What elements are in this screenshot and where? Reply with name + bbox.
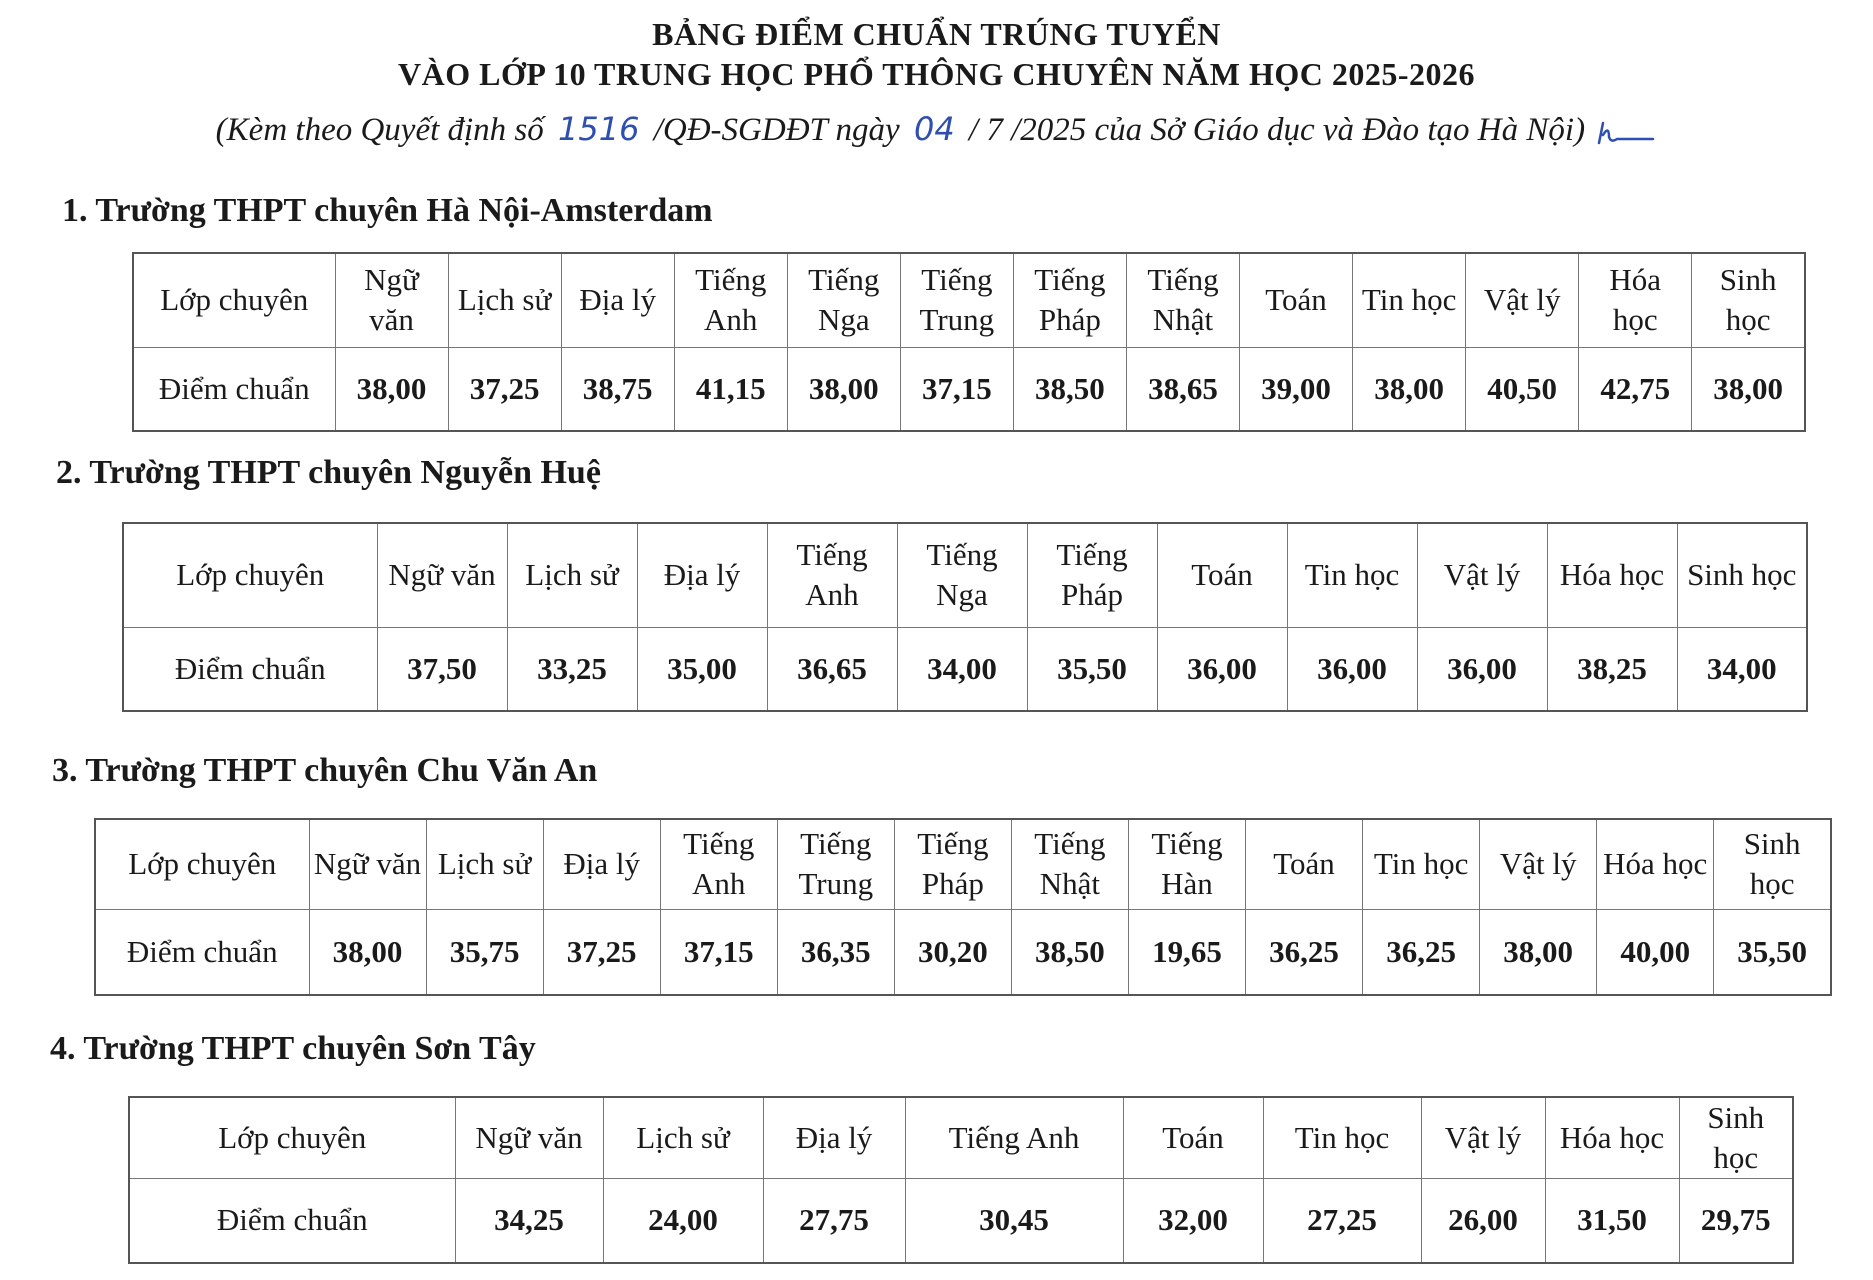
subject-header: Vật lý — [1466, 253, 1579, 347]
table-header-row — [129, 1097, 1793, 1179]
table-score-row — [123, 627, 1807, 711]
score-cell: 34,00 — [1677, 627, 1807, 711]
score-cell: 37,50 — [377, 627, 507, 711]
score-cell: 38,75 — [561, 347, 674, 431]
row-header-cell: Lớp chuyên — [129, 1097, 455, 1179]
score-cell: 36,25 — [1363, 909, 1480, 995]
score-table-school-1 — [132, 252, 1806, 432]
score-cell: 30,20 — [894, 909, 1011, 995]
score-cell: 40,00 — [1597, 909, 1714, 995]
score-cell: 36,25 — [1246, 909, 1363, 995]
subject-header: Tiếng Pháp — [1027, 523, 1157, 627]
subject-header: Tiếng Anh — [674, 253, 787, 347]
section-title-school-1: 1. Trường THPT chuyên Hà Nội-Amsterdam — [62, 192, 713, 229]
day-handwritten: 04 — [913, 110, 955, 148]
subtitle-mid: /QĐ-SGDĐT ngày — [653, 112, 900, 148]
table-header-row — [95, 819, 1831, 909]
subject-header: Tin học — [1263, 1097, 1421, 1179]
subject-header: Tiếng Pháp — [1013, 253, 1126, 347]
score-cell: 35,50 — [1027, 627, 1157, 711]
subject-header: Địa lý — [561, 253, 674, 347]
score-cell: 38,25 — [1547, 627, 1677, 711]
score-cell: 34,25 — [455, 1179, 603, 1263]
subject-header: Sinh học — [1692, 253, 1805, 347]
subject-header: Tiếng Nhật — [1011, 819, 1128, 909]
subject-header: Lịch sử — [507, 523, 637, 627]
score-cell: 36,00 — [1417, 627, 1547, 711]
score-cell: 35,00 — [637, 627, 767, 711]
subject-header: Hóa học — [1579, 253, 1692, 347]
subject-header: Tin học — [1287, 523, 1417, 627]
subject-header: Tiếng Hàn — [1128, 819, 1245, 909]
table-score-row — [95, 909, 1831, 995]
subject-header: Vật lý — [1417, 523, 1547, 627]
table-score-row — [133, 347, 1805, 431]
subject-header: Tin học — [1353, 253, 1466, 347]
subject-header: Ngữ văn — [377, 523, 507, 627]
subject-header: Vật lý — [1421, 1097, 1545, 1179]
score-cell: 33,25 — [507, 627, 637, 711]
score-cell: 38,00 — [787, 347, 900, 431]
subject-header: Toán — [1240, 253, 1353, 347]
subject-header: Địa lý — [637, 523, 767, 627]
score-cell: 29,75 — [1679, 1179, 1793, 1263]
score-cell: 38,00 — [1692, 347, 1805, 431]
score-cell: 35,50 — [1714, 909, 1831, 995]
score-cell: 37,25 — [543, 909, 660, 995]
subject-header: Ngữ văn — [455, 1097, 603, 1179]
subject-header: Lịch sử — [603, 1097, 763, 1179]
score-table-school-4 — [128, 1096, 1794, 1264]
subject-header: Tiếng Pháp — [894, 819, 1011, 909]
score-cell: 36,65 — [767, 627, 897, 711]
table-header-row — [123, 523, 1807, 627]
subject-header: Hóa học — [1545, 1097, 1679, 1179]
subject-header: Ngữ văn — [309, 819, 426, 909]
subject-header: Vật lý — [1480, 819, 1597, 909]
subject-header: Tiếng Anh — [905, 1097, 1123, 1179]
document-title-line1: BẢNG ĐIỂM CHUẨN TRÚNG TUYỂN — [652, 16, 1221, 52]
score-cell: 36,00 — [1287, 627, 1417, 711]
subject-header: Toán — [1246, 819, 1363, 909]
score-cell: 32,00 — [1123, 1179, 1263, 1263]
score-cell: 41,15 — [674, 347, 787, 431]
subject-header: Sinh học — [1677, 523, 1807, 627]
row-label-cell: Điểm chuẩn — [133, 347, 335, 431]
subject-header: Tiếng Trung — [777, 819, 894, 909]
score-cell: 38,00 — [309, 909, 426, 995]
subject-header: Hóa học — [1597, 819, 1714, 909]
score-cell: 38,65 — [1126, 347, 1239, 431]
subject-header: Tiếng Nga — [787, 253, 900, 347]
table-header-row — [133, 253, 1805, 347]
subtitle-suffix: / 7 /2025 của Sở Giáo dục và Đào tạo Hà Nội) — [968, 112, 1586, 148]
score-table-school-2 — [122, 522, 1808, 712]
subject-header: Tiếng Nga — [897, 523, 1027, 627]
table-score-row — [129, 1179, 1793, 1263]
subject-header: Sinh học — [1714, 819, 1831, 909]
subject-header: Lịch sử — [426, 819, 543, 909]
score-cell: 38,00 — [1480, 909, 1597, 995]
row-label-cell: Điểm chuẩn — [95, 909, 309, 995]
subject-header: Toán — [1157, 523, 1287, 627]
row-label-cell: Điểm chuẩn — [129, 1179, 455, 1263]
score-cell: 26,00 — [1421, 1179, 1545, 1263]
score-cell: 27,75 — [763, 1179, 905, 1263]
subject-header: Tiếng Nhật — [1126, 253, 1239, 347]
subject-header: Địa lý — [763, 1097, 905, 1179]
subject-header: Hóa học — [1547, 523, 1677, 627]
subtitle-prefix: (Kèm theo Quyết định số — [215, 112, 544, 148]
subject-header: Tiếng Trung — [900, 253, 1013, 347]
subject-header: Lịch sử — [448, 253, 561, 347]
row-header-cell: Lớp chuyên — [123, 523, 377, 627]
row-header-cell: Lớp chuyên — [133, 253, 335, 347]
document-subtitle — [0, 110, 1873, 149]
subject-header: Tiếng Anh — [660, 819, 777, 909]
row-header-cell: Lớp chuyên — [95, 819, 309, 909]
score-cell: 38,50 — [1013, 347, 1126, 431]
score-cell: 36,35 — [777, 909, 894, 995]
subject-header: Toán — [1123, 1097, 1263, 1179]
row-label-cell: Điểm chuẩn — [123, 627, 377, 711]
score-cell: 27,25 — [1263, 1179, 1421, 1263]
subject-header: Sinh học — [1679, 1097, 1793, 1179]
score-cell: 35,75 — [426, 909, 543, 995]
score-cell: 30,45 — [905, 1179, 1123, 1263]
subject-header: Tin học — [1363, 819, 1480, 909]
score-cell: 40,50 — [1466, 347, 1579, 431]
subject-header: Tiếng Anh — [767, 523, 897, 627]
document-title-line2: VÀO LỚP 10 TRUNG HỌC PHỔ THÔNG CHUYÊN NĂM HỌC 2025-2026 — [397, 56, 1475, 92]
score-cell: 36,00 — [1157, 627, 1287, 711]
score-cell: 42,75 — [1579, 347, 1692, 431]
score-cell: 24,00 — [603, 1179, 763, 1263]
score-cell: 37,25 — [448, 347, 561, 431]
score-cell: 31,50 — [1545, 1179, 1679, 1263]
section-title-school-4: 4. Trường THPT chuyên Sơn Tây — [50, 1030, 536, 1067]
subject-header: Ngữ văn — [335, 253, 448, 347]
score-cell: 38,00 — [1353, 347, 1466, 431]
score-cell: 34,00 — [897, 627, 1027, 711]
score-table-school-3 — [94, 818, 1832, 996]
score-cell: 19,65 — [1128, 909, 1245, 995]
section-title-school-3: 3. Trường THPT chuyên Chu Văn An — [52, 752, 598, 789]
score-cell: 38,50 — [1011, 909, 1128, 995]
initials-mark-icon — [1595, 117, 1657, 147]
subject-header: Địa lý — [543, 819, 660, 909]
section-title-school-2: 2. Trường THPT chuyên Nguyễn Huệ — [56, 454, 601, 491]
score-cell: 37,15 — [900, 347, 1013, 431]
score-cell: 38,00 — [335, 347, 448, 431]
score-cell: 39,00 — [1240, 347, 1353, 431]
score-cell: 37,15 — [660, 909, 777, 995]
decision-number-handwritten: 1516 — [558, 110, 640, 148]
